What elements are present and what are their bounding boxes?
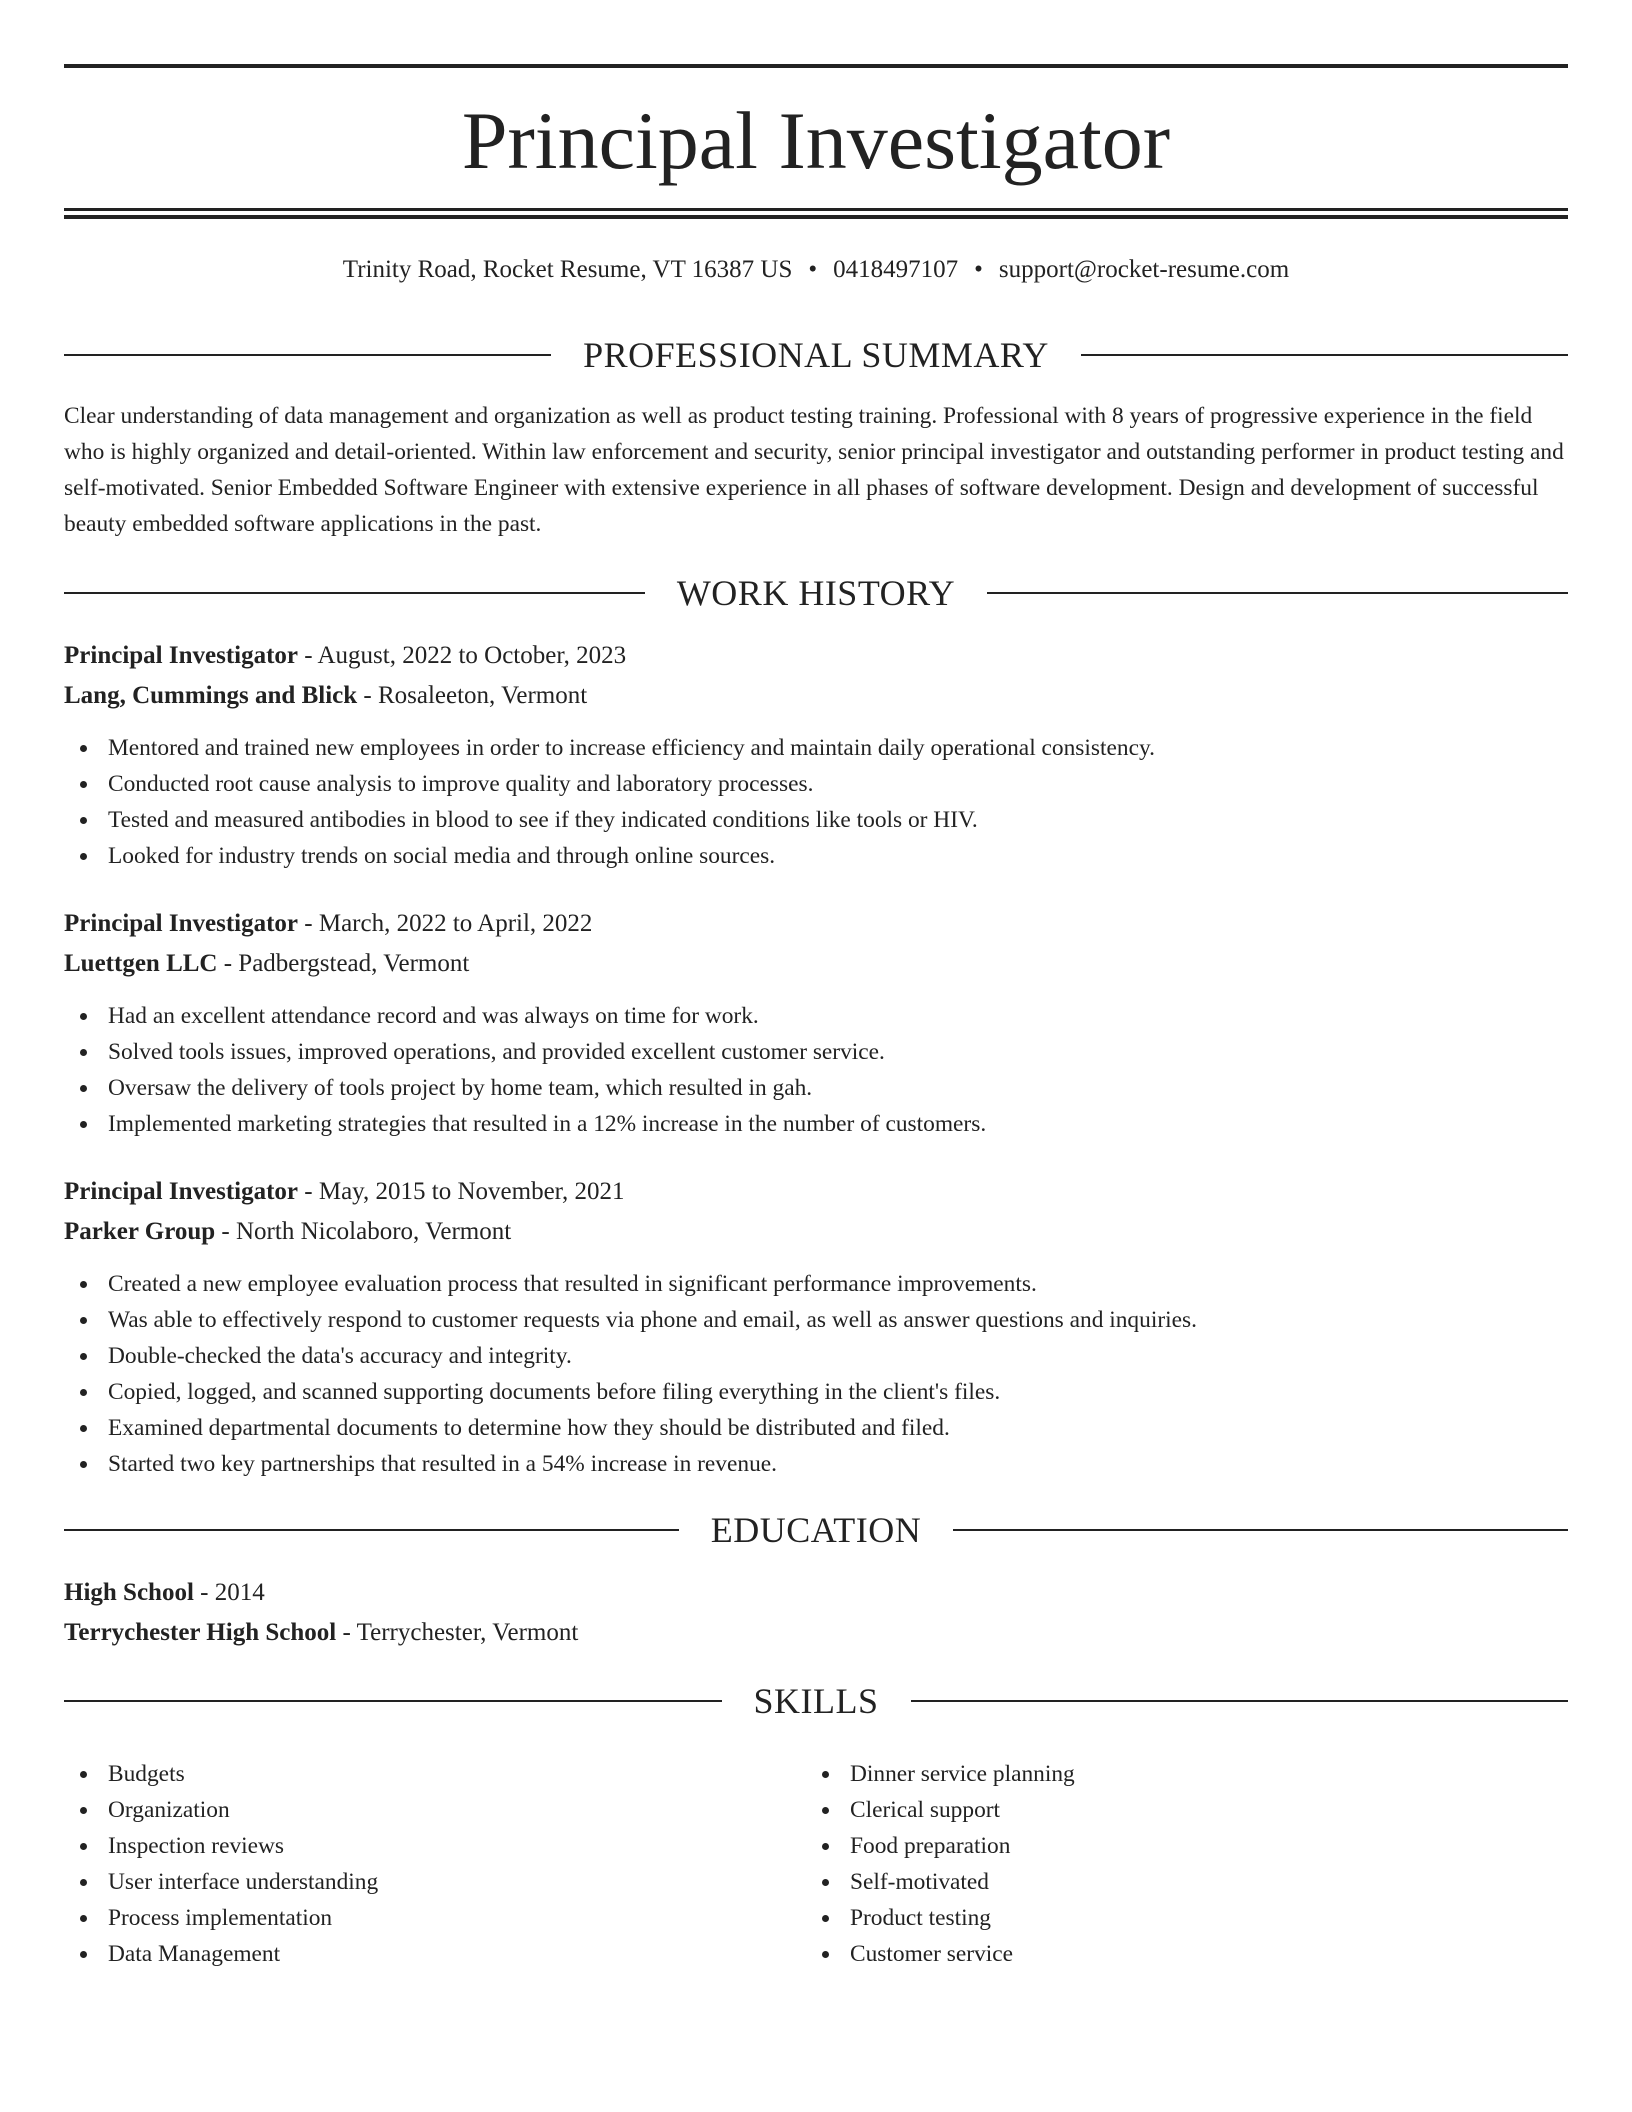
bullet-icon bbox=[80, 1425, 87, 1432]
bullet-icon bbox=[80, 1389, 87, 1396]
bullet-icon bbox=[80, 817, 87, 824]
job-location: - Rosaleeton, Vermont bbox=[357, 682, 588, 709]
divider-line bbox=[64, 1529, 679, 1531]
job-bullet bbox=[64, 998, 1568, 1034]
job-bullet-text: Tested and measured antibodies in blood to see if they indicated conditions like tools or HIV. bbox=[108, 807, 978, 833]
education-entry bbox=[64, 1573, 1568, 1653]
bullet-icon bbox=[80, 1013, 87, 1020]
job-bullet bbox=[64, 1446, 1568, 1482]
bullet-icon bbox=[822, 1879, 829, 1886]
job-bullet-text: Created a new employee evaluation process that resulted in significant performance improvements. bbox=[108, 1271, 1037, 1297]
skill-item bbox=[806, 1900, 1548, 1936]
job-title-line bbox=[64, 636, 1568, 676]
bullet-icon bbox=[80, 781, 87, 788]
resume-name: Principal Investigator bbox=[461, 95, 1171, 186]
job-bullet bbox=[64, 1302, 1568, 1338]
job-company: Luettgen LLC bbox=[64, 950, 218, 977]
bullet-icon bbox=[80, 1771, 87, 1778]
job-bullet bbox=[64, 730, 1568, 766]
skill-text: Process implementation bbox=[108, 1905, 333, 1931]
contact-phone: 0418497107 bbox=[833, 256, 959, 283]
contact-line bbox=[64, 252, 1568, 288]
contact-address: Trinity Road, Rocket Resume, VT 16387 US bbox=[342, 256, 793, 283]
skill-text: Clerical support bbox=[850, 1797, 1001, 1823]
skills-column-right bbox=[806, 1756, 1548, 1972]
job-bullet bbox=[64, 1410, 1568, 1446]
summary-section-title: PROFESSIONAL SUMMARY bbox=[583, 335, 1049, 375]
bullet-icon bbox=[80, 1085, 87, 1092]
bullet-icon bbox=[80, 1843, 87, 1850]
job-dates: - March, 2022 to April, 2022 bbox=[298, 910, 593, 937]
skill-item bbox=[64, 1864, 806, 1900]
skill-text: Inspection reviews bbox=[108, 1833, 285, 1859]
skill-item bbox=[806, 1864, 1548, 1900]
contact-separator: • bbox=[974, 256, 983, 283]
job-bullet-text: Had an excellent attendance record and was always on time for work. bbox=[108, 1003, 759, 1029]
job-bullet bbox=[64, 766, 1568, 802]
job-title: Principal Investigator bbox=[64, 1178, 299, 1205]
job-bullet-text: Oversaw the delivery of tools project by home team, which resulted in gah. bbox=[108, 1075, 813, 1101]
education-section-heading bbox=[64, 1508, 1568, 1552]
job-entry bbox=[64, 636, 1568, 874]
education-school-line bbox=[64, 1613, 1568, 1653]
skill-item bbox=[64, 1936, 806, 1972]
job-bullet bbox=[64, 1070, 1568, 1106]
job-bullet bbox=[64, 838, 1568, 874]
job-bullet bbox=[64, 1106, 1568, 1142]
bullet-icon bbox=[822, 1771, 829, 1778]
work-section-heading bbox=[64, 571, 1568, 615]
skill-text: User interface understanding bbox=[108, 1869, 379, 1895]
skills-bullets bbox=[806, 1756, 1548, 1972]
divider-line bbox=[911, 1700, 1569, 1702]
job-bullet-text: Conducted root cause analysis to improve quality and laboratory processes. bbox=[108, 771, 814, 797]
bullet-icon bbox=[80, 1461, 87, 1468]
job-bullet-text: Mentored and trained new employees in order to increase efficiency and maintain daily operational consistency. bbox=[108, 735, 1155, 761]
job-bullets bbox=[64, 998, 1568, 1142]
job-location: - Padbergstead, Vermont bbox=[217, 950, 470, 977]
job-bullet-text: Implemented marketing strategies that resulted in a 12% increase in the number of customers. bbox=[108, 1111, 987, 1137]
skill-text: Self-motivated bbox=[850, 1869, 990, 1895]
skill-text: Food preparation bbox=[850, 1833, 1011, 1859]
job-title-line bbox=[64, 1172, 1568, 1212]
job-bullet-text: Solved tools issues, improved operations, and provided excellent customer service. bbox=[108, 1039, 885, 1065]
skill-item bbox=[806, 1792, 1548, 1828]
job-bullet-text: Looked for industry trends on social media and through online sources. bbox=[108, 843, 776, 869]
education-degree-line bbox=[64, 1573, 1568, 1613]
job-bullet-text: Copied, logged, and scanned supporting documents before filing everything in the client's files. bbox=[108, 1379, 1001, 1405]
job-company-line bbox=[64, 944, 1568, 984]
divider-line bbox=[953, 1529, 1568, 1531]
summary-text: Clear understanding of data management and organization as well as product testing training. Professional with 8 years of progressive experience in the field who is highly organized and detail-oriented. Within law enforcement and security, senior principal investigator and outstanding performer in product testing and self-motivated. Senior Embedded Software Engineer with extensive experience in all phases of software development. Design and development of successful beauty embedded software applications in the past. bbox=[64, 403, 1564, 537]
job-dates: - August, 2022 to October, 2023 bbox=[298, 642, 627, 669]
bullet-icon bbox=[80, 1281, 87, 1288]
bullet-icon bbox=[822, 1951, 829, 1958]
skills-column-left bbox=[64, 1756, 806, 1972]
bullet-icon bbox=[80, 853, 87, 860]
job-bullet bbox=[64, 1034, 1568, 1070]
bullet-icon bbox=[80, 1915, 87, 1922]
skill-item bbox=[64, 1756, 806, 1792]
bullet-icon bbox=[80, 1807, 87, 1814]
header-bottom-rule-second bbox=[64, 215, 1568, 219]
bullet-icon bbox=[822, 1807, 829, 1814]
skill-text: Data Management bbox=[108, 1941, 281, 1967]
work-section-title: WORK HISTORY bbox=[676, 573, 956, 613]
header-top-rule bbox=[64, 64, 1568, 68]
skill-item bbox=[806, 1756, 1548, 1792]
divider-line bbox=[64, 1700, 722, 1702]
skill-item bbox=[806, 1828, 1548, 1864]
job-bullets bbox=[64, 1266, 1568, 1482]
bullet-icon bbox=[80, 1879, 87, 1886]
education-degree: High School bbox=[64, 1579, 194, 1606]
job-bullet bbox=[64, 1374, 1568, 1410]
job-title: Principal Investigator bbox=[64, 642, 299, 669]
contact-email: support@rocket-resume.com bbox=[998, 256, 1290, 283]
bullet-icon bbox=[80, 1121, 87, 1128]
job-bullet-text: Was able to effectively respond to customer requests via phone and email, as well as answer questions and inquiries. bbox=[108, 1307, 1197, 1333]
job-bullet-text: Double-checked the data's accuracy and integrity. bbox=[108, 1343, 572, 1369]
job-title-line bbox=[64, 904, 1568, 944]
bullet-icon bbox=[80, 1353, 87, 1360]
education-section-title: EDUCATION bbox=[710, 1510, 922, 1550]
summary-section-heading bbox=[64, 333, 1568, 377]
education-year: - 2014 bbox=[193, 1579, 265, 1606]
divider-line bbox=[987, 592, 1568, 594]
skill-text: Product testing bbox=[850, 1905, 991, 1931]
divider-line bbox=[64, 354, 551, 356]
skill-item bbox=[64, 1828, 806, 1864]
job-bullet bbox=[64, 1338, 1568, 1374]
job-title: Principal Investigator bbox=[64, 910, 299, 937]
job-bullet bbox=[64, 1266, 1568, 1302]
skills-section-title: SKILLS bbox=[753, 1681, 879, 1721]
job-entry bbox=[64, 904, 1568, 1142]
bullet-icon bbox=[822, 1843, 829, 1850]
divider-line bbox=[1081, 354, 1568, 356]
job-company-line bbox=[64, 676, 1568, 716]
skill-item bbox=[64, 1792, 806, 1828]
skills-list bbox=[64, 1756, 1568, 1972]
job-location: - North Nicolaboro, Vermont bbox=[215, 1218, 512, 1245]
bullet-icon bbox=[822, 1915, 829, 1922]
job-dates: - May, 2015 to November, 2021 bbox=[298, 1178, 625, 1205]
job-company: Parker Group bbox=[64, 1218, 216, 1245]
bullet-icon bbox=[80, 745, 87, 752]
job-bullet-text: Started two key partnerships that resulted in a 54% increase in revenue. bbox=[108, 1451, 778, 1477]
bullet-icon bbox=[80, 1951, 87, 1958]
education-school: Terrychester High School bbox=[64, 1619, 337, 1646]
skill-item bbox=[64, 1900, 806, 1936]
skill-item bbox=[806, 1936, 1548, 1972]
bullet-icon bbox=[80, 1317, 87, 1324]
education-location: - Terrychester, Vermont bbox=[336, 1619, 579, 1646]
job-bullet-text: Examined departmental documents to determine how they should be distributed and filed. bbox=[108, 1415, 950, 1441]
job-company: Lang, Cummings and Blick bbox=[64, 682, 358, 709]
job-bullets bbox=[64, 730, 1568, 874]
bullet-icon bbox=[80, 1049, 87, 1056]
skill-text: Budgets bbox=[108, 1761, 185, 1787]
contact-separator: • bbox=[808, 256, 818, 283]
job-bullet bbox=[64, 802, 1568, 838]
skill-text: Dinner service planning bbox=[850, 1761, 1075, 1787]
skills-bullets bbox=[64, 1756, 806, 1972]
skill-text: Organization bbox=[108, 1797, 230, 1823]
divider-line bbox=[64, 592, 645, 594]
skill-text: Customer service bbox=[850, 1941, 1014, 1967]
header-bottom-rule bbox=[64, 208, 1568, 211]
job-company-line bbox=[64, 1212, 1568, 1252]
skills-section-heading bbox=[64, 1679, 1568, 1723]
job-entry bbox=[64, 1172, 1568, 1482]
